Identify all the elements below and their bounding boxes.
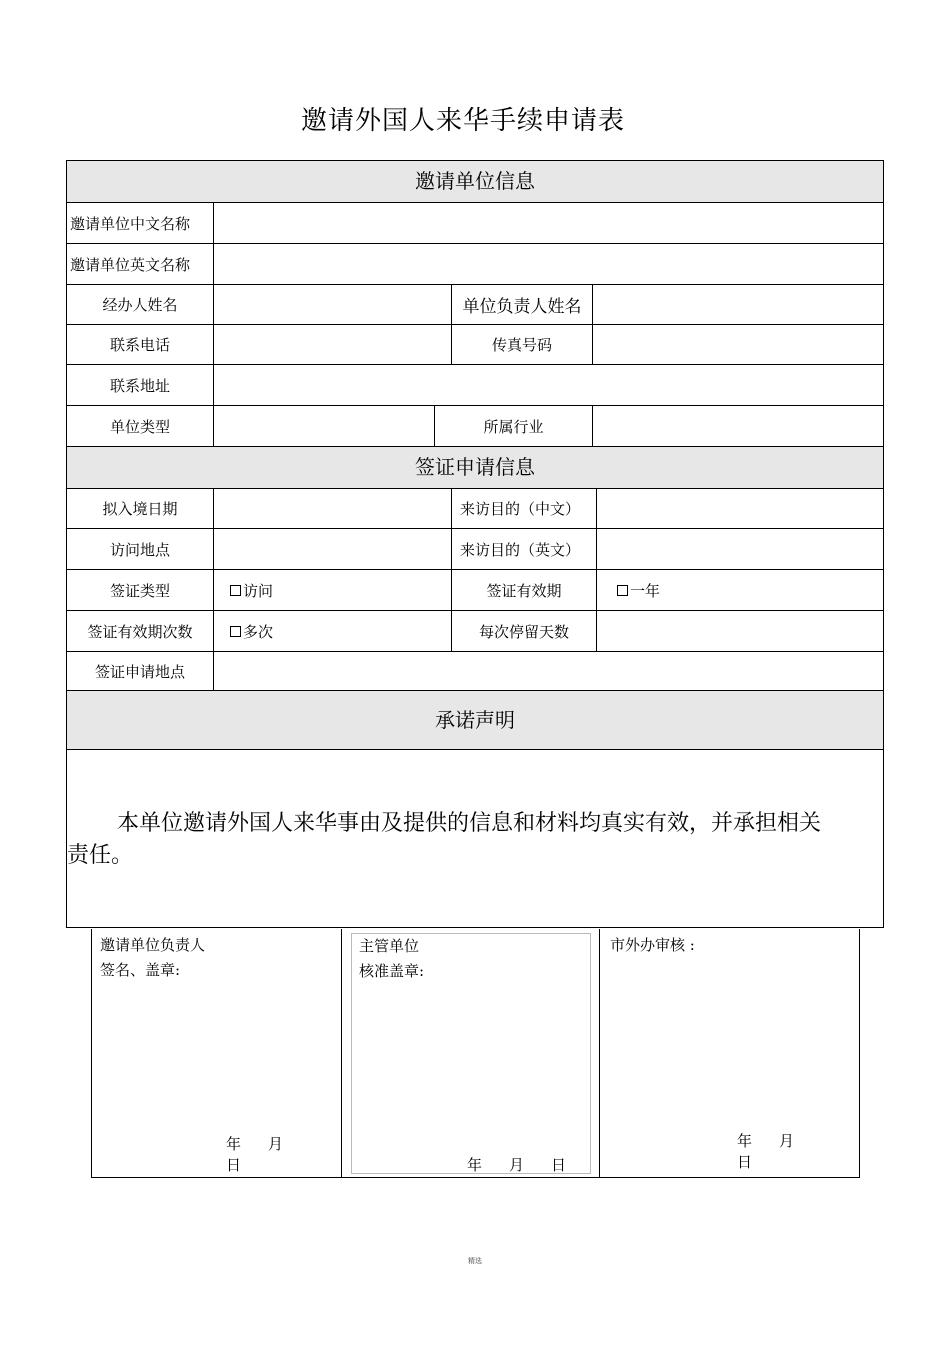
visa-type-checkbox[interactable] — [230, 585, 241, 596]
day-label: 日 — [226, 1156, 242, 1174]
visa-type-label: 签证类型 — [109, 581, 170, 600]
stay-days-field[interactable] — [596, 611, 885, 651]
industry-field[interactable] — [592, 406, 885, 446]
unit-type-label: 单位类型 — [109, 417, 170, 436]
row-entries — [67, 611, 883, 652]
month-label: 月 — [268, 1135, 284, 1153]
section-visa-info: 签证申请信息 — [67, 447, 883, 489]
year-label: 年 — [467, 1156, 483, 1174]
row-cn-name — [67, 203, 883, 244]
visa-type-option[interactable] — [213, 570, 451, 610]
entries-checkbox[interactable] — [230, 626, 241, 637]
apply-place-label: 签证申请地点 — [94, 662, 185, 681]
day-label: 日 — [737, 1153, 753, 1171]
purpose-cn-field[interactable] — [596, 489, 885, 528]
en-name-field[interactable] — [213, 244, 885, 284]
foreign-affairs-date — [737, 1130, 859, 1172]
entries-option-label: 多次 — [243, 622, 274, 641]
leader-label: 单位负责人姓名 — [451, 285, 592, 324]
visit-place-label: 访问地点 — [109, 540, 170, 559]
month-label: 月 — [509, 1156, 525, 1174]
authority-label: 主管单位 — [359, 937, 420, 955]
inviter-sign-label: 签名、盖章: — [100, 961, 181, 979]
year-label: 年 — [226, 1135, 242, 1153]
row-en-name — [67, 244, 883, 285]
visit-place-field[interactable] — [213, 529, 451, 569]
day-label: 日 — [551, 1156, 567, 1174]
purpose-en-label: 来访目的（英文） — [451, 529, 596, 569]
page-footer: 精选 — [468, 1257, 482, 1265]
purpose-cn-label: 来访目的（中文） — [451, 489, 596, 528]
en-name-label: 邀请单位英文名称 — [70, 255, 191, 274]
inviter-date — [226, 1133, 341, 1175]
month-label: 月 — [779, 1132, 795, 1150]
handler-field[interactable] — [213, 285, 451, 324]
row-address — [67, 365, 883, 406]
authority-date — [467, 1154, 593, 1175]
sign-foreign-affairs-column — [600, 929, 859, 1177]
leader-field[interactable] — [592, 285, 885, 324]
address-field[interactable] — [213, 365, 885, 405]
row-entry-date — [67, 489, 883, 529]
stay-days-label: 每次停留天数 — [451, 611, 596, 651]
form-title: 邀请外国人来华手续申请表 — [300, 106, 625, 136]
fax-label: 传真号码 — [451, 325, 592, 364]
inviter-leader-label: 邀请单位负责人 — [100, 936, 206, 954]
handler-label: 经办人姓名 — [102, 296, 178, 314]
promise-statement: 本单位邀请外国人来华事由及提供的信息和材料均真实有效，并承担相关责任。 — [67, 811, 822, 868]
section-promise: 承诺声明 — [67, 691, 883, 750]
entries-option[interactable] — [213, 611, 451, 651]
phone-label: 联系电话 — [109, 336, 170, 354]
row-place — [67, 529, 883, 570]
address-label: 联系地址 — [109, 376, 170, 395]
section-unit-info: 邀请单位信息 — [67, 161, 883, 203]
phone-field[interactable] — [213, 325, 451, 364]
cn-name-label: 邀请单位中文名称 — [70, 214, 191, 233]
row-handler — [67, 285, 883, 325]
visa-type-option-label: 访问 — [243, 581, 274, 600]
entry-date-field[interactable] — [213, 489, 451, 528]
purpose-en-field[interactable] — [596, 529, 885, 569]
cn-name-field[interactable] — [213, 203, 885, 243]
year-label: 年 — [737, 1132, 753, 1150]
promise-box — [67, 750, 883, 928]
sign-inviter-column — [92, 929, 342, 1177]
foreign-affairs-review-label: 市外办审核 : — [610, 936, 695, 954]
row-apply-place — [67, 652, 883, 691]
application-form — [66, 160, 884, 928]
authority-stamp-label: 核准盖章: — [359, 962, 425, 980]
entries-label: 签证有效期次数 — [87, 622, 193, 641]
row-visa-type — [67, 570, 883, 611]
row-phone — [67, 325, 883, 365]
industry-label: 所属行业 — [434, 406, 592, 446]
validity-option[interactable] — [596, 570, 885, 610]
row-type — [67, 406, 883, 447]
sign-authority-column — [342, 929, 600, 1177]
validity-label: 签证有效期 — [451, 570, 596, 610]
fax-field[interactable] — [592, 325, 885, 364]
entry-date-label: 拟入境日期 — [102, 500, 178, 518]
validity-checkbox[interactable] — [617, 585, 628, 596]
unit-type-field[interactable] — [213, 406, 434, 446]
signature-area — [91, 929, 860, 1178]
validity-option-label: 一年 — [630, 581, 661, 600]
apply-place-field[interactable] — [213, 652, 885, 690]
